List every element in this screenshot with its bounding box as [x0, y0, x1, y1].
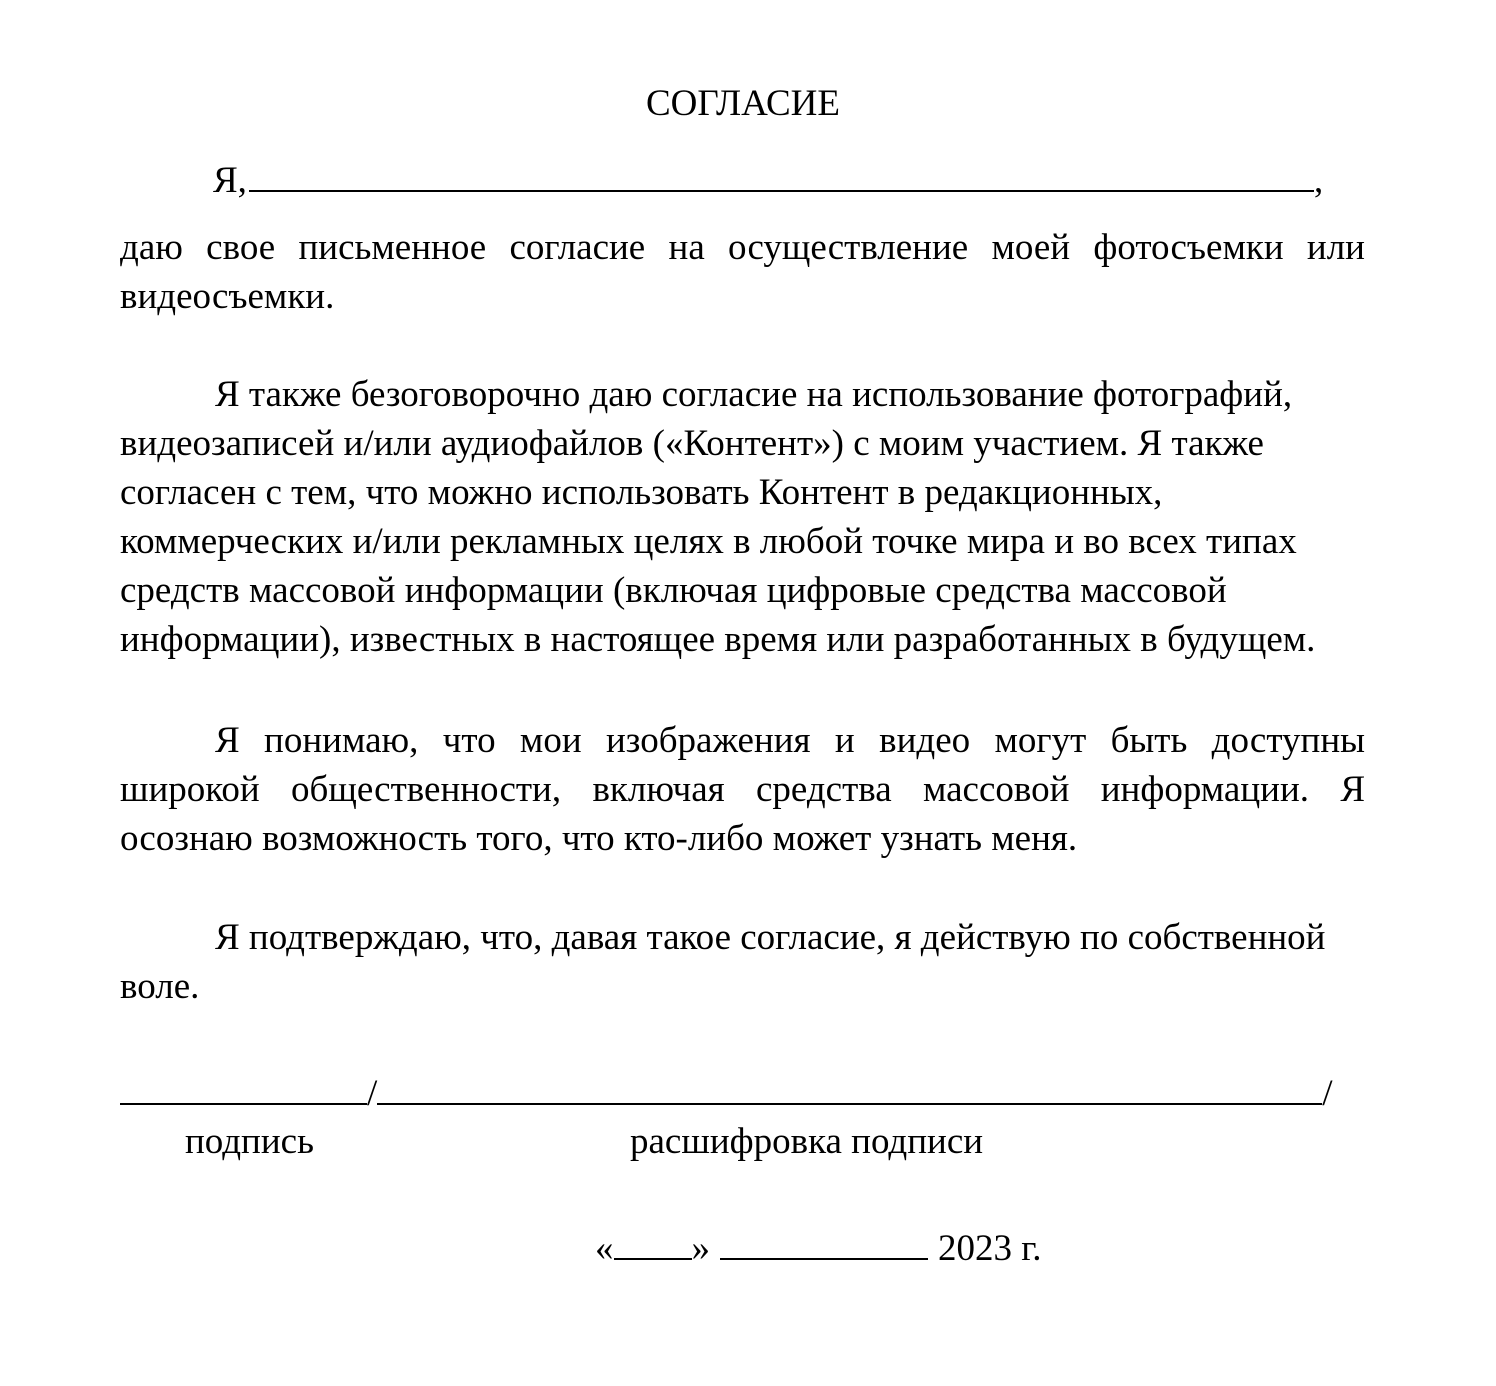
date-year: 2023 г.: [938, 1228, 1042, 1269]
paragraph-public-availability: Я понимаю, что мои изображения и видео могут быть доступны широкой общественности, включая средства массовой информации. Я осознаю возможность того, что кто-либо может узнать меня.: [120, 720, 1365, 859]
name-suffix: ,: [1313, 160, 1324, 201]
paragraph-content-usage: Я также безоговорочно даю согласие на использование фотографий, видеозаписей и/или аудиофайлов («Контент») с моим участием. Я также согласен с тем, что можно использовать Контент в редакционных, коммерческих и/или рекламных целях в любой точке мира и во всех типах средств массовой информации (включая цифровые средства массовой информации), известных в настоящее время или разработанных в будущем.: [120, 374, 1316, 660]
date-line: [595, 1220, 1042, 1273]
signature-decoding-caption: расшифровка подписи: [630, 1121, 984, 1162]
paragraph-free-will: Я подтверждаю, что, давая такое согласие, я действую по собственной воле.: [120, 917, 1326, 1007]
date-open-quote: «: [595, 1228, 614, 1269]
signature-caption: подпись: [185, 1121, 314, 1162]
signature-line: [120, 1065, 1350, 1113]
name-prefix: Я,: [213, 160, 247, 201]
date-day-blank-field[interactable]: [614, 1220, 692, 1260]
name-line: [213, 152, 1333, 200]
paragraph-consent-filming: даю свое письменное согласие на осуществление моей фотосъемки или видеосъемки.: [120, 227, 1365, 317]
document-title: СОГЛАСИЕ: [646, 83, 840, 124]
date-close-quote: »: [691, 1228, 710, 1269]
signature-blank-field[interactable]: [120, 1065, 367, 1105]
date-month-blank-field[interactable]: [720, 1220, 928, 1260]
signature-decoding-blank-field[interactable]: [377, 1065, 1322, 1105]
name-blank-field[interactable]: [249, 152, 1314, 192]
signature-end-separator: /: [1322, 1073, 1333, 1114]
signature-separator: /: [367, 1073, 378, 1114]
